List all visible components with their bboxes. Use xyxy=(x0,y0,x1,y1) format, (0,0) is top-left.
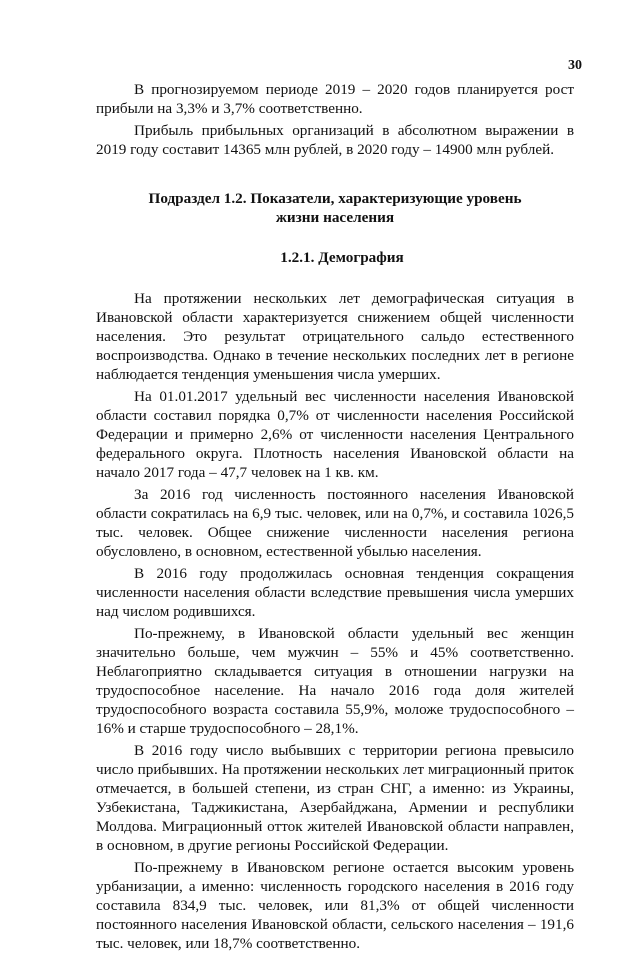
subsection-heading: 1.2.1. Демография xyxy=(280,249,404,266)
paragraph-profit-absolute: Прибыль прибыльных организаций в абсолютном выражении в 2019 году составит 14365 млн рублей, в 2020 году – 14900 млн рублей. xyxy=(96,122,574,158)
paragraph-urbanization: По-прежнему в Ивановском регионе остается высоким уровень урбанизации, а именно: численность городского населения в 2016 году составила 834,9 тыс. человек, или 81,3% от общей численности постоянного населения Ивановской области, сельского населения – 191,6 тыс. человек, или 18,7% соответственно. xyxy=(96,859,574,952)
paragraph-profit-forecast: В прогнозируемом периоде 2019 – 2020 годов планируется рост прибыли на 3,3% и 3,7% соответственно. xyxy=(96,81,574,117)
page-content xyxy=(96,80,574,953)
section-heading: Подраздел 1.2. Показатели, характеризующие уровень жизни населения xyxy=(148,190,522,226)
paragraph-migration: В 2016 году число выбывших с территории региона превысило число прибывших. На протяжении нескольких лет миграционный приток отмечается, в большей степени, из стран СНГ, а именно: из Украины, Узбекистана, Таджикистана, Азербайджана, Армении и республики Молдова. Миграционный отток жителей Ивановской области направлен, в основном, в другие регионы Российской Федерации. xyxy=(96,742,574,854)
paragraph-deaths-births: В 2016 году продолжилась основная тенденция сокращения численности населения области вследствие превышения числа умерших над числом родившихся. xyxy=(96,565,574,620)
paragraph-population-decline: За 2016 год численность постоянного населения Ивановской области сократилась на 6,9 тыс. человек, или на 0,7%, и составила 1026,5 тыс. человек. Общее снижение численности населения региона обусловлено, в основном, естественной убылью населения. xyxy=(96,486,574,560)
paragraph-population-share: На 01.01.2017 удельный вес численности населения Ивановской области составил порядка 0,7% от численности населения Российской Федерации и примерно 2,6% от численности населения Центрального федерального округа. Плотность населения Ивановской области на начало 2017 года – 47,7 человек на 1 кв. км. xyxy=(96,388,574,481)
paragraph-demography-overview: На протяжении нескольких лет демографическая ситуация в Ивановской области характеризуется снижением общей численности населения. Это результат отрицательного сальдо естественного воспроизводства. Однако в течение нескольких последних лет в регионе наблюдается тенденция уменьшения числа умерших. xyxy=(96,290,574,383)
paragraph-gender-age: По-прежнему, в Ивановской области удельный вес женщин значительно больше, чем мужчин – 55% и 45% соответственно. Неблагоприятно складывается ситуация в отношении нагрузки на трудоспособное население. На начало 2016 года доля жителей трудоспособного возраста составила 55,9%, моложе трудоспособного – 16% и старше трудоспособного – 28,1%. xyxy=(96,625,574,737)
page-number: 30 xyxy=(568,58,582,73)
